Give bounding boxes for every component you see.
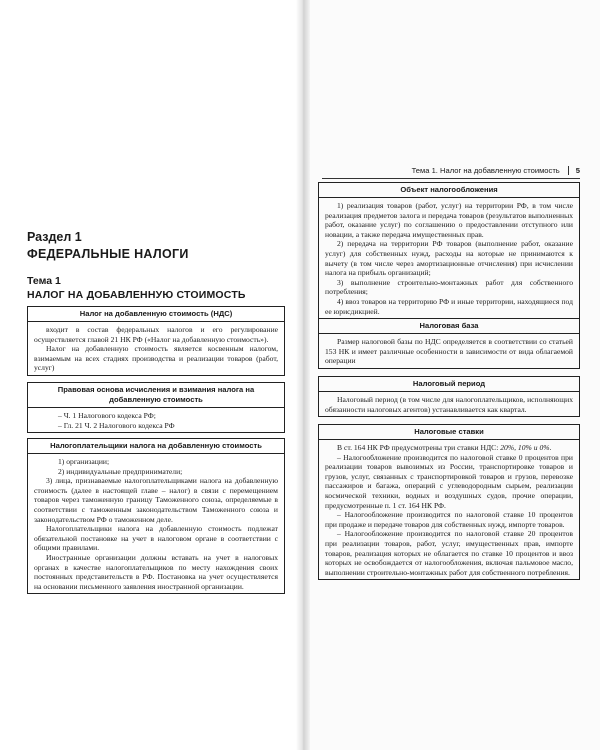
- box-payers-item-3: 3) лица, признаваемые налогоплательщиками налога на добавленную стоимость (далее в настоящей главе – налог) в связи с перемещением товаров через таможенную границу Таможенного союза, определяемые в соответствии с таможенным законодательством Таможенного союза и законодательством РФ о таможенном деле.: [34, 476, 278, 524]
- box-base-body: [319, 334, 579, 368]
- box-payers-body: [28, 454, 284, 593]
- right-page: [302, 0, 600, 750]
- box-legal-item-2: – Гл. 21 Ч. 2 Налогового кодекса РФ: [58, 420, 175, 430]
- box-rates-body: [319, 440, 579, 579]
- page-number: 5: [568, 166, 580, 175]
- box-nds-p1: входит в состав федеральных налогов и его регулирование осуществляется главой 21 НК РФ («Налог на добавленную стоимость»).: [34, 325, 278, 344]
- box-legal-basis: [27, 382, 285, 433]
- topic-subtitle: НАЛОГ НА ДОБАВЛЕННУЮ СТОИМОСТЬ: [27, 289, 246, 301]
- box-payers-p1: Налогоплательщики налога на добавленную стоимость подлежат обязательной постановке на учет в налоговом органе в соответствии с общими правилами.: [34, 524, 278, 553]
- box-payers-title: Налогоплательщики налога на добавленную стоимость: [28, 439, 284, 454]
- box-object-of-taxation: [318, 182, 580, 319]
- box-legal-title: Правовая основа исчисления и взимания налога на добавленную стоимость: [28, 383, 284, 408]
- section-title: Раздел 1: [27, 230, 82, 244]
- box-payers-item-2: 2) индивидуальные предприниматели;: [58, 466, 183, 476]
- box-tax-base: [318, 318, 580, 369]
- box-object-item-4: 4) ввоз товаров на территорию РФ и иные территории, находящиеся под ее юрисдикцией.: [325, 296, 573, 316]
- box-object-title: Объект налогообложения: [319, 183, 579, 198]
- box-tax-rates: [318, 424, 580, 580]
- box-base-p1: Размер налоговой базы по НДС определяется в соответствии со статьей 153 НК и имеет различные особенности в зависимости от вида облагаемой операции: [325, 337, 573, 366]
- box-legal-body: [28, 408, 284, 432]
- box-nds-p2: Налог на добавленную стоимость является косвенным налогом, взимаемым на всех стадиях производства и реализации товаров (работ, услуг): [34, 344, 278, 373]
- box-nds-title: Налог на добавленную стоимость (НДС): [28, 307, 284, 322]
- box-base-title: Налоговая база: [319, 319, 579, 334]
- box-period-p1: Налоговый период (в том числе для налогоплательщиков, исполняющих обязанности налоговых агентов) устанавливается как квартал.: [325, 395, 573, 414]
- box-rates-list: 20%, 10% и 0%.: [500, 443, 552, 452]
- box-rates-p1-text: В ст. 164 НК РФ предусмотрены три ставки НДС:: [337, 443, 501, 452]
- box-period-body: [319, 392, 579, 416]
- box-rates-p1: [325, 443, 573, 453]
- box-nds-body: [28, 322, 284, 375]
- book-gutter: [296, 0, 310, 750]
- box-rates-title: Налоговые ставки: [319, 425, 579, 440]
- box-legal-item-1: – Ч. 1 Налогового кодекса РФ;: [58, 411, 156, 420]
- topic-title: Тема 1: [27, 275, 61, 287]
- box-object-item-2: 2) передача на территории РФ товаров (выполнение работ, оказание услуг) для собственных нужд, расходы на которые не принимаются к вычету (в том числе через амортизационные отчисления) при исчислении налога на прибыль организаций;: [325, 239, 573, 278]
- box-nds-definition: [27, 306, 285, 376]
- box-object-item-3: 3) выполнение строительно-монтажных работ для собственного потребления;: [325, 277, 573, 297]
- box-rates-p3: – Налогообложение производится по налоговой ставке 10 процентов при продаже и передаче товаров для собственных нужд, импорте товаров.: [325, 510, 573, 529]
- box-rates-p4: – Налогообложение производится по налоговой ставке 20 процентов при реализации товаров, работ, услуг, имущественных прав, импорте товаров, реализация которых не облагается по ставке 10 процентов и ввоз которых не освобождается от налогообложения, включая пальмовое масло, выполнении строительно-монтажных работ для собственного потребления.: [325, 529, 573, 577]
- running-header: [322, 166, 580, 175]
- running-title: Тема 1. Налог на добавленную стоимость: [411, 166, 560, 175]
- section-subtitle: ФЕДЕРАЛЬНЫЕ НАЛОГИ: [27, 247, 189, 261]
- box-tax-period: [318, 376, 580, 417]
- box-payers-item-1: 1) организации;: [58, 457, 110, 466]
- box-taxpayers: [27, 438, 285, 594]
- header-rule: [322, 178, 580, 179]
- box-period-title: Налоговый период: [319, 377, 579, 392]
- box-object-body: [319, 198, 579, 318]
- box-payers-p2: Иностранные организации должны вставать на учет в налоговых органах в качестве налогоплательщиков по месту нахождения своих постоянных представительств в РФ. Постановка на учет осуществляется на основании письменного заявления иностранной организации.: [34, 552, 278, 591]
- box-rates-p2: – Налогообложение производится по налоговой ставке 0 процентов при реализации товаров вывозимых из России, транспортировке товаров и грузов, услуг, связанных с транспортировкой товаров и грузов, перевозке пассажиров и багажа, операций с углеводородным сырьем, реализации космической техники, водных и воздушных судов, прочие операции, предусмотренные п. 1 ст. 164 НК РФ.: [325, 452, 573, 510]
- box-object-item-1: 1) реализация товаров (работ, услуг) на территории РФ, в том числе реализация предметов залога и передача товаров (результатов выполненных работ, оказание услуг) по соглашению о предоставлении отступного или новации, а также передача имущественных прав.: [325, 201, 573, 239]
